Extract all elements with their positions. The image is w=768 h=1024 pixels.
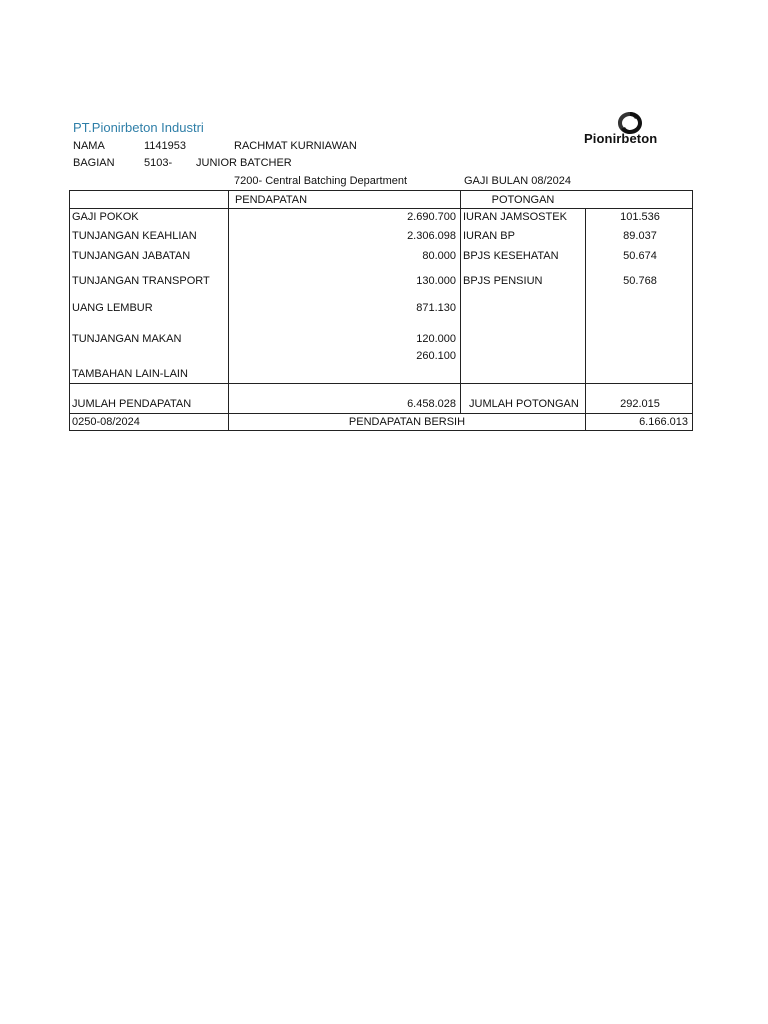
income-label: TUNJANGAN KEAHLIAN — [72, 230, 197, 242]
total-income-value: 6.458.028 — [407, 398, 456, 410]
deductions-header: POTONGAN — [491, 194, 555, 206]
income-value: 260.100 — [416, 350, 456, 362]
department: 7200- Central Batching Department — [234, 175, 408, 187]
total-deduction-label: JUMLAH POTONGAN — [469, 398, 579, 410]
income-value: 130.000 — [416, 275, 456, 287]
bagian-code: 5103- — [144, 157, 173, 169]
deduction-label: BPJS KESEHATAN — [463, 250, 559, 262]
total-deduction-value: 292.015 — [620, 398, 660, 410]
net-income-value: 6.166.013 — [639, 416, 688, 428]
slip-code: 0250-08/2024 — [72, 416, 140, 428]
company-name: PT.Pionirbeton Industri — [73, 120, 204, 135]
employee-position: JUNIOR BATCHER — [196, 157, 292, 169]
income-value: 871.130 — [416, 302, 456, 314]
income-value: 80.000 — [422, 250, 456, 262]
income-value: 2.306.098 — [407, 230, 456, 242]
deduction-value: 89.037 — [623, 230, 657, 242]
income-value: 120.000 — [416, 333, 456, 345]
employee-id: 1141953 — [144, 140, 187, 152]
income-label: UANG LEMBUR — [72, 302, 153, 314]
deduction-label: IURAN BP — [463, 230, 515, 242]
deduction-value: 50.674 — [623, 250, 657, 262]
income-label: TAMBAHAN LAIN-LAIN — [72, 368, 188, 380]
deduction-value: 50.768 — [623, 275, 657, 287]
deduction-value: 101.536 — [620, 211, 660, 223]
company-logo — [584, 110, 684, 150]
income-label: TUNJANGAN JABATAN — [72, 250, 191, 262]
salary-period: GAJI BULAN 08/2024 — [464, 175, 572, 187]
payslip-table — [69, 190, 693, 431]
deduction-label: BPJS PENSIUN — [463, 275, 543, 287]
income-header: PENDAPATAN — [234, 194, 308, 206]
employee-name: RACHMAT KURNIAWAN — [234, 140, 357, 152]
bagian-label: BAGIAN — [73, 157, 115, 169]
nama-label: NAMA — [73, 140, 105, 152]
deduction-label: IURAN JAMSOSTEK — [463, 211, 567, 223]
net-income-label: PENDAPATAN BERSIH — [348, 416, 466, 428]
income-label: TUNJANGAN MAKAN — [72, 333, 182, 345]
income-value: 2.690.700 — [407, 211, 456, 223]
income-label: TUNJANGAN TRANSPORT — [72, 275, 210, 287]
total-income-label: JUMLAH PENDAPATAN — [72, 398, 192, 410]
income-label: GAJI POKOK — [72, 211, 139, 223]
logo-brand-text: Pionirbeton — [584, 131, 658, 146]
